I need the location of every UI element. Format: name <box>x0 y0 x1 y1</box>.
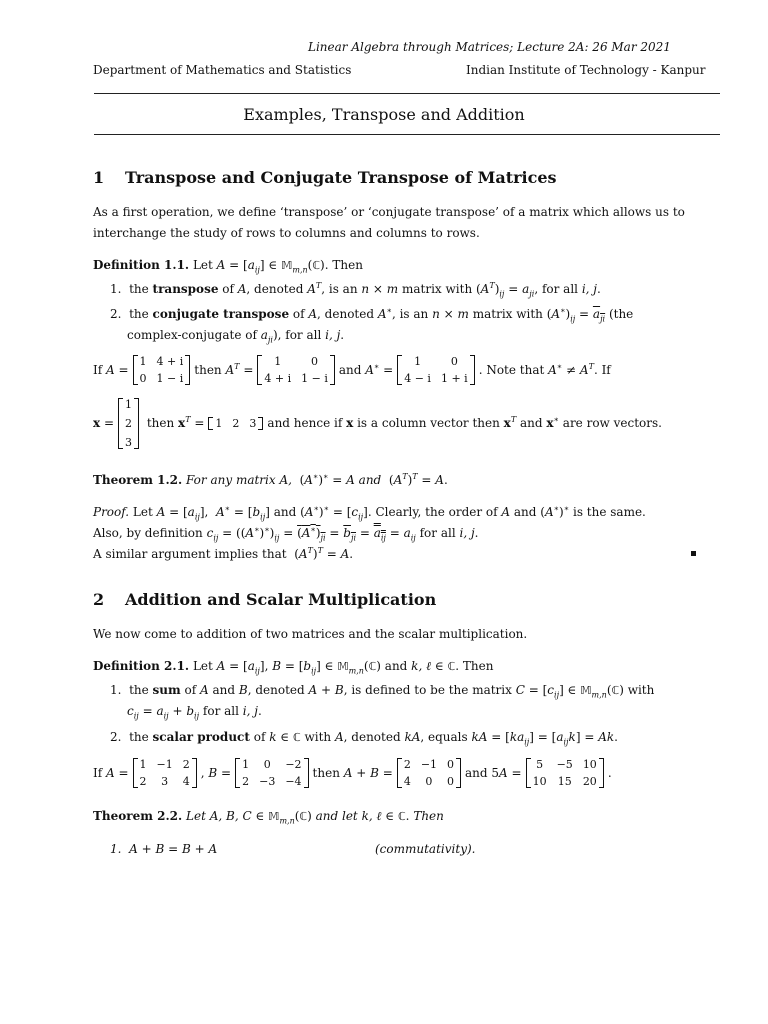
example-1-line: If A = 1 4 + i 0 1 − i then $A^T$ = 1 0 4 + i 1 − i and A∗ = 1 0 4 − i 1 + i . Note that $A^∗ \ne A^T$. If <box>93 355 611 385</box>
theorem-item-1: 1. A + B = B + A <box>110 842 218 856</box>
intro-line: interchange the study of rows to columns and columns to rows. <box>93 226 480 240</box>
matrix-cell: 1 + i <box>440 372 468 385</box>
matrix-cell: 0 <box>450 355 458 368</box>
matrix-a-plus-b <box>397 758 461 788</box>
intro-line: As a first operation, we define ‘transpose’ or ‘conjugate transpose’ of a matrix which allows us to <box>93 205 685 219</box>
matrix-cell: 1 <box>139 355 147 368</box>
matrix-cell: 10 <box>582 758 597 771</box>
matrix-cell: 4 <box>182 775 190 788</box>
matrix-cell: 1 <box>274 355 282 368</box>
matrix-cell: 15 <box>557 775 572 788</box>
matrix-a-conjugate-transpose <box>397 355 474 385</box>
matrix-cell: 4 + i <box>156 355 184 368</box>
matrix-a <box>133 355 191 385</box>
definition-item-2: 2. the conjugate transpose of A, denoted A∗, is an n × m matrix with $(A^∗)_{ij} = a_{ji}$ (the complex-conjugate of $a_{ji}$), for all i, j. <box>110 306 634 345</box>
matrix-cell: 0 <box>263 758 271 771</box>
matrix-cell: 4 + i <box>264 372 292 385</box>
proof-label: Proof. <box>93 505 130 519</box>
definition-label: Definition 1.1. <box>93 258 190 272</box>
title-rule <box>94 134 720 135</box>
matrix-cell: 20 <box>582 775 597 788</box>
section-1-intro <box>93 202 713 244</box>
section-number: 2 <box>93 590 105 609</box>
vector-x-transpose <box>208 417 263 430</box>
header-rule <box>94 93 720 94</box>
matrix-cell: 0 <box>425 775 433 788</box>
matrix-cell: 2 <box>139 775 147 788</box>
theorem-2-2: Theorem 2.2. Let A, B, C ∈ 𝕄$_{m,n}$(ℂ) and let k, ℓ ∈ ℂ. Then <box>93 809 444 826</box>
section-number: 1 <box>93 168 105 187</box>
matrix-cell: −5 <box>556 758 573 771</box>
matrix-cell: −2 <box>285 758 302 771</box>
matrix-cell: 0 <box>310 355 318 368</box>
section-title: Addition and Scalar Multiplication <box>125 590 437 609</box>
vector-cell: 3 <box>249 417 257 430</box>
matrix-a-transpose <box>257 355 334 385</box>
matrix-cell: 2 <box>182 758 190 771</box>
matrix-cell: 0 <box>447 775 455 788</box>
section-2-heading <box>93 590 436 609</box>
matrix-cell: 4 − i <box>404 372 431 385</box>
example-vector-line: x = 1 2 3 then $x^T$ = 1 2 3 and hence if x is a column vector then $x^T$ and x∗ are row vectors. <box>93 398 662 449</box>
institute-header: Indian Institute of Technology - Kanpur <box>466 63 706 77</box>
proof-1-2: Proof. Let $A = [a_{ij}]$, $A^∗ = [b_{ij}]$ and $(A^∗)^∗ = [c_{ij}]$. Clearly, the order of A and (A∗)∗ is the same. Also, by definition $c_{ij} = ((A^∗)^∗)_{ij} = (A^∗)_{ji} = b_{ji} = a_{ij} = a_{ij}$ for all i, j. A similar argument implies that $(A^T)^T = A$. <box>93 504 646 561</box>
theorem-1-2: Theorem 1.2. For any matrix A, (A∗)∗ = A and $(A^T)^T = A$. <box>93 472 448 487</box>
document-title: Examples, Transpose and Addition <box>243 105 525 124</box>
vector-cell: 1 <box>125 398 133 411</box>
section-title: Transpose and Conjugate Transpose of Matrices <box>125 168 557 187</box>
vector-x <box>118 398 139 449</box>
example-2-line: If A = 1 −1 2 2 3 4 , B = 1 0 −2 2 −3 −4 then A + B = 2 −1 0 4 0 0 and 5A = 5 −5 10 10 15 20 . <box>93 758 612 788</box>
matrix-cell: 4 <box>403 775 411 788</box>
matrix-cell: 5 <box>536 758 544 771</box>
matrix-cell: 1 − i <box>301 372 328 385</box>
definition-2-item-2: 2. the scalar product of k ∈ ℂ with A, denoted kA, equals kA = $[ka_{ij}] = [a_{ij}k] = Ak$. <box>110 730 618 747</box>
section-1-heading <box>93 168 557 187</box>
vector-cell: 3 <box>125 436 133 449</box>
matrix-cell: −1 <box>420 758 438 771</box>
matrix-cell: 3 <box>161 775 169 788</box>
department-header: Department of Mathematics and Statistics <box>93 63 352 77</box>
theorem-label: Theorem 1.2. <box>93 473 183 487</box>
matrix-cell: −4 <box>285 775 302 788</box>
definition-2-item-1: 1. the sum of A and B, denoted A + B, is defined to be the matrix $C = [c_{ij}]$ ∈ 𝕄$_{m,n}$(ℂ) with $c_{ij} = a_{ij} + b_{ij}$ for all i, j. <box>110 683 655 721</box>
matrix-cell: 1 − i <box>156 372 184 385</box>
matrix-a <box>133 758 197 788</box>
matrix-b <box>235 758 308 788</box>
matrix-5a <box>526 758 604 788</box>
section-2-intro: We now come to addition of two matrices and the scalar multiplication. <box>93 627 528 641</box>
definition-2-1: Definition 2.1. Let $A = [a_{ij}]$, $B = [b_{ij}]$ ∈ 𝕄$_{m,n}$(ℂ) and k, ℓ ∈ ℂ. Then <box>93 659 494 676</box>
definition-item-1: 1. the transpose of A, denoted $A^T$, is an n × m matrix with $(A^T)_{ij} = a_{ji}$, for all i, j. <box>110 281 601 299</box>
definition-label: Definition 2.1. <box>93 659 190 673</box>
vector-cell: 2 <box>125 417 133 430</box>
matrix-cell: 2 <box>403 758 411 771</box>
matrix-cell: 0 <box>139 372 147 385</box>
matrix-cell: 1 <box>242 758 250 771</box>
matrix-cell: 2 <box>242 775 250 788</box>
matrix-cell: −1 <box>156 758 173 771</box>
matrix-cell: 10 <box>532 775 547 788</box>
vector-cell: 1 <box>215 417 223 430</box>
qed-symbol <box>691 551 696 556</box>
commutativity-tag: (commutativity). <box>375 842 476 856</box>
theorem-label: Theorem 2.2. <box>93 809 183 823</box>
matrix-cell: 1 <box>139 758 147 771</box>
matrix-cell: 0 <box>447 758 455 771</box>
lecture-header: Linear Algebra through Matrices; Lecture 2A: 26 Mar 2021 <box>308 40 671 54</box>
vector-cell: 2 <box>232 417 240 430</box>
matrix-cell: 1 <box>414 355 422 368</box>
definition-1-1: Definition 1.1. Let $A = [a_{ij}]$ ∈ 𝕄$_{m,n}$(ℂ). Then <box>93 258 363 275</box>
matrix-cell: −3 <box>259 775 276 788</box>
